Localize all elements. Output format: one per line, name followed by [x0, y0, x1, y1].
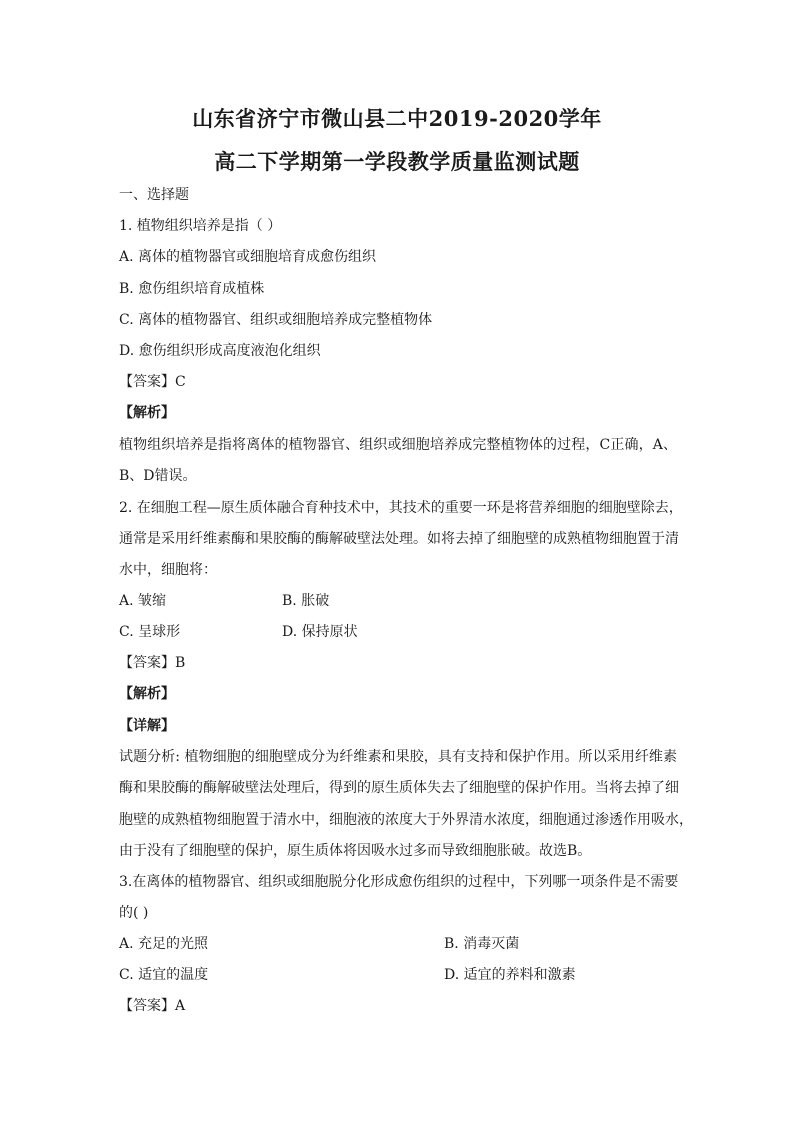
- q3-option-b: B. 消毒灭菌: [444, 936, 520, 952]
- q2-detail-line-4: 由于没有了细胞壁的保护，原生质体将因吸水过多而导致细胞胀破。故选B。: [119, 843, 592, 859]
- q1-analysis-line-1: 植物组织培养是指将离体的植物器官、组织或细胞培养成完整植物体的过程，C正确，A、: [119, 437, 677, 453]
- q2-answer: 【答案】B: [119, 655, 186, 671]
- q1-option-d: D. 愈伤组织形成高度液泡化组织: [119, 343, 321, 359]
- q3-stem-line-1: 3.在离体的植物器官、组织或细胞脱分化形成愈伤组织的过程中，下列哪一项条件是不需要: [119, 874, 679, 890]
- q1-option-c: C. 离体的植物器官、组织或细胞培养成完整植物体: [119, 312, 433, 328]
- q3-option-d: D. 适宜的养料和激素: [444, 967, 576, 983]
- q1-analysis-line-2: B、D错误。: [119, 468, 197, 484]
- q3-option-a: A. 充足的光照: [119, 936, 209, 952]
- q2-option-d: D. 保持原状: [282, 624, 358, 640]
- document-title-line-2: 高二下学期第一学段教学质量监测试题: [214, 149, 580, 174]
- q2-stem-line-1: 2. 在细胞工程—原生质体融合育种技术中，其技术的重要一环是将营养细胞的细胞壁除去，: [119, 500, 683, 516]
- q2-detail-line-1: 试题分析: 植物细胞的细胞壁成分为纤维素和果胶，具有支持和保护作用。所以采用纤维素: [119, 749, 677, 765]
- q2-stem-line-3: 水中，细胞将：: [119, 562, 217, 578]
- q1-analysis-label: 【解析】: [119, 405, 175, 421]
- q1-option-a: A. 离体的植物器官或细胞培育成愈伤组织: [119, 249, 377, 265]
- q2-detail-label: 【详解】: [119, 718, 175, 734]
- q2-option-a: A. 皱缩: [119, 593, 167, 609]
- q3-stem-line-2: 的( ): [119, 905, 149, 921]
- section-heading: 一、选择题: [119, 187, 189, 203]
- q1-stem: 1. 植物组织培养是指（ ）: [119, 218, 282, 234]
- document-title-line-1: 山东省济宁市微山县二中2019-2020学年: [192, 106, 602, 131]
- q2-detail-line-2: 酶和果胶酶的酶解破壁法处理后，得到的原生质体失去了细胞壁的保护作用。当将去掉了细: [119, 780, 679, 796]
- q1-answer: 【答案】C: [119, 374, 186, 390]
- q2-detail-line-3: 胞壁的成熟植物细胞置于清水中，细胞液的浓度大于外界清水浓度，细胞通过渗透作用吸水，: [119, 812, 693, 828]
- q2-option-b: B. 胀破: [282, 593, 330, 609]
- q2-analysis-label: 【解析】: [119, 686, 175, 702]
- q3-option-c: C. 适宜的温度: [119, 967, 209, 983]
- q1-option-b: B. 愈伤组织培育成植株: [119, 281, 265, 297]
- q3-answer: 【答案】A: [119, 998, 186, 1014]
- q2-stem-line-2: 通常是采用纤维素酶和果胶酶的酶解破壁法处理。如将去掉了细胞壁的成熟植物细胞置于清: [119, 531, 679, 547]
- q2-option-c: C. 呈球形: [119, 624, 181, 640]
